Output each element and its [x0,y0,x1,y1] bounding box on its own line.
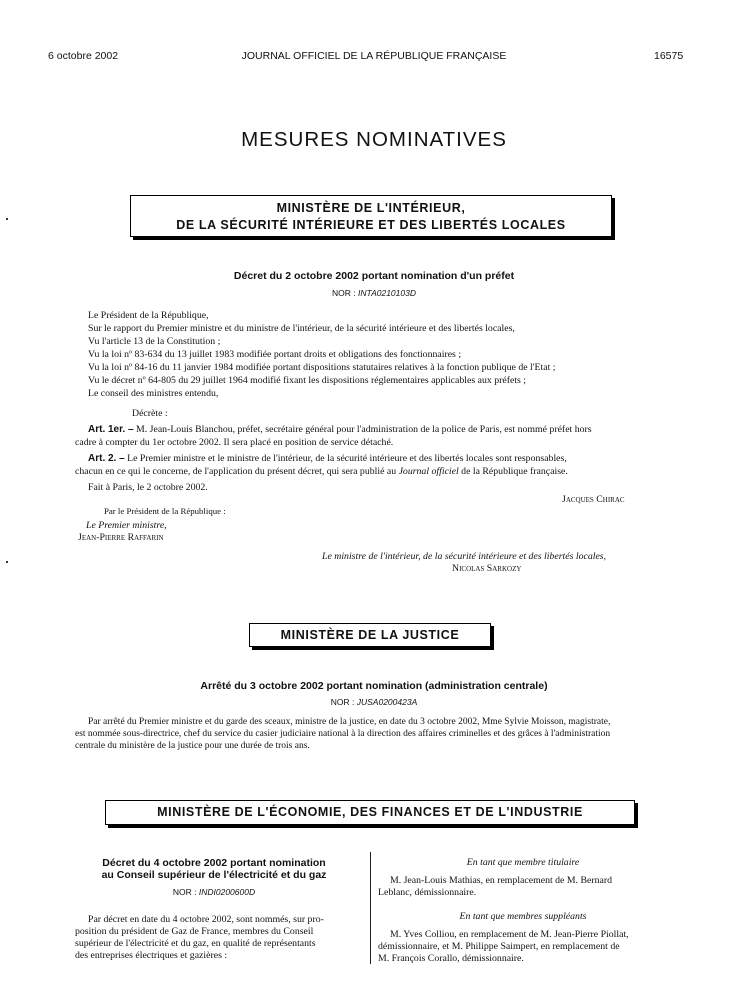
decrete-label: Décrète : [132,408,168,419]
left-column-line: position du président de Gaz de France, membres du Conseil [75,926,314,937]
par-le-president: Par le Président de la République : [104,506,226,516]
nor-label: NOR : [172,887,197,897]
justice-body-line2: est nommée sous-directrice, chef du service du casier judiciaire national à la direction des affaires criminelles et des grâces à l'administration [75,729,611,739]
ministry-box-economie: MINISTÈRE DE L'ÉCONOMIE, DES FINANCES ET DE L'INDUSTRIE [105,800,635,825]
minister-name: Nicolas Sarkozy [452,563,522,574]
nor-justice [0,697,748,707]
visa-line: Vu l'article 13 de la Constitution ; [88,336,221,347]
article-1-label: Art. 1er. – [88,424,134,435]
header-page-number: 16575 [654,50,684,62]
ministry-name-line1: MINISTÈRE DE L'INTÉRIEUR, [276,201,466,215]
margin-mark [6,218,8,220]
suppleants-heading: En tant que membres suppléants [459,911,587,922]
page-title: MESURES NOMINATIVES [241,128,507,151]
nor-label: NOR : [332,288,356,298]
header-journal-title: JOURNAL OFFICIEL DE LA RÉPUBLIQUE FRANÇAISE [241,50,507,62]
header-date: 6 octobre 2002 [48,50,119,62]
minister-title: Le ministre de l'intérieur, de la sécurité intérieure et des libertés locales, [322,551,607,562]
journal-officiel-italic: Journal officiel [398,466,459,477]
article-2-label: Art. 2. – [88,453,125,464]
suppleants-line: M. Yves Colliou, en remplacement de M. Jean-Pierre Piollat, [390,929,629,940]
nor-label: NOR : [330,697,355,707]
visa-line: Le conseil des ministres entendu, [88,388,219,399]
titulaire-line: Leblanc, démissionnaire. [378,887,477,898]
article-2-line1: Art. 2. – Le Premier ministre et le ministre de l'intérieur, de la sécurité intérieure et des libertés locales sont responsables, [88,453,567,464]
visa-line: Vu la loi nº 83-634 du 13 juillet 1983 modifiée portant droits et obligations des fonctionnaires ; [88,349,462,360]
justice-body-line1: Par arrêté du Premier ministre et du garde des sceaux, ministre de la justice, en date du 3 octobre 2002, Mme Sylvie Moisson, magistrate, [88,717,611,727]
nor-economie [60,887,368,897]
ministry-box-justice: MINISTÈRE DE LA JUSTICE [249,623,491,647]
decree-title-economie: Décret du 4 octobre 2002 portant nomination au Conseil supérieur de l'électricité et du gaz [101,857,327,881]
nor-code: JUSA0200423A [356,697,418,707]
decree-title-interior: Décret du 2 octobre 2002 portant nomination d'un préfet [233,270,515,282]
ministry-name-line2: DE LA SÉCURITÉ INTÉRIEURE ET DES LIBERTÉS LOCALES [176,218,566,232]
pm-title: Le Premier ministre, [86,520,167,531]
left-column-line: supérieur de l'électricité et du gaz, en qualité de représentants [75,938,316,949]
justice-body-line3: centrale du ministère de la justice pour une durée de trois ans. [75,741,310,751]
nor-code: INTA0210103D [358,288,416,298]
article-1-line2: cadre à compter du 1er octobre 2002. Il sera placé en position de service détaché. [75,437,394,448]
decree-title-justice: Arrêté du 3 octobre 2002 portant nomination (administration centrale) [200,680,548,692]
visa-line: Le Président de la République, [88,310,209,321]
margin-mark [6,561,8,563]
column-divider [370,852,371,964]
visa-line: Vu la loi nº 84-16 du 11 janvier 1984 modifiée portant dispositions statutaires relatives à la fonction publique de l'Etat ; [88,362,556,373]
visa-line: Sur le rapport du Premier ministre et du ministre de l'intérieur, de la sécurité intérieure et des libertés locales, [88,323,515,334]
pm-name: Jean-Pierre Raffarin [78,532,164,543]
suppleants-line: M. François Corallo, démissionnaire. [378,953,524,964]
left-column-line: Par décret en date du 4 octobre 2002, sont nommés, sur pro- [88,914,324,925]
suppleants-line: démissionnaire, et M. Philippe Saimpert, en remplacement de [378,941,620,952]
nor-interior [0,288,748,298]
article-1-line1: Art. 1er. – M. Jean-Louis Blanchou, préfet, secrétaire général pour l'administration de la police de Paris, est nommé préfet hors [88,424,592,435]
ministry-box-interior [130,195,612,237]
left-column-line: des entreprises électriques et gazières : [75,950,228,961]
nor-code: INDI0200600D [198,887,256,897]
fait-a-paris: Fait à Paris, le 2 octobre 2002. [88,482,208,493]
titulaire-heading: En tant que membre titulaire [466,857,580,868]
article-2-line2: chacun en ce qui le concerne, de l'application du présent décret, qui sera publié au Journal officiel de la République française. [75,466,568,477]
titulaire-line: M. Jean-Louis Mathias, en remplacement de M. Bernard [390,875,612,886]
visa-line: Vu le décret nº 64-805 du 29 juillet 1964 modifié fixant les dispositions réglementaires applicables aux préfets ; [88,375,527,386]
signatory-president: Jacques Chirac [562,494,625,505]
